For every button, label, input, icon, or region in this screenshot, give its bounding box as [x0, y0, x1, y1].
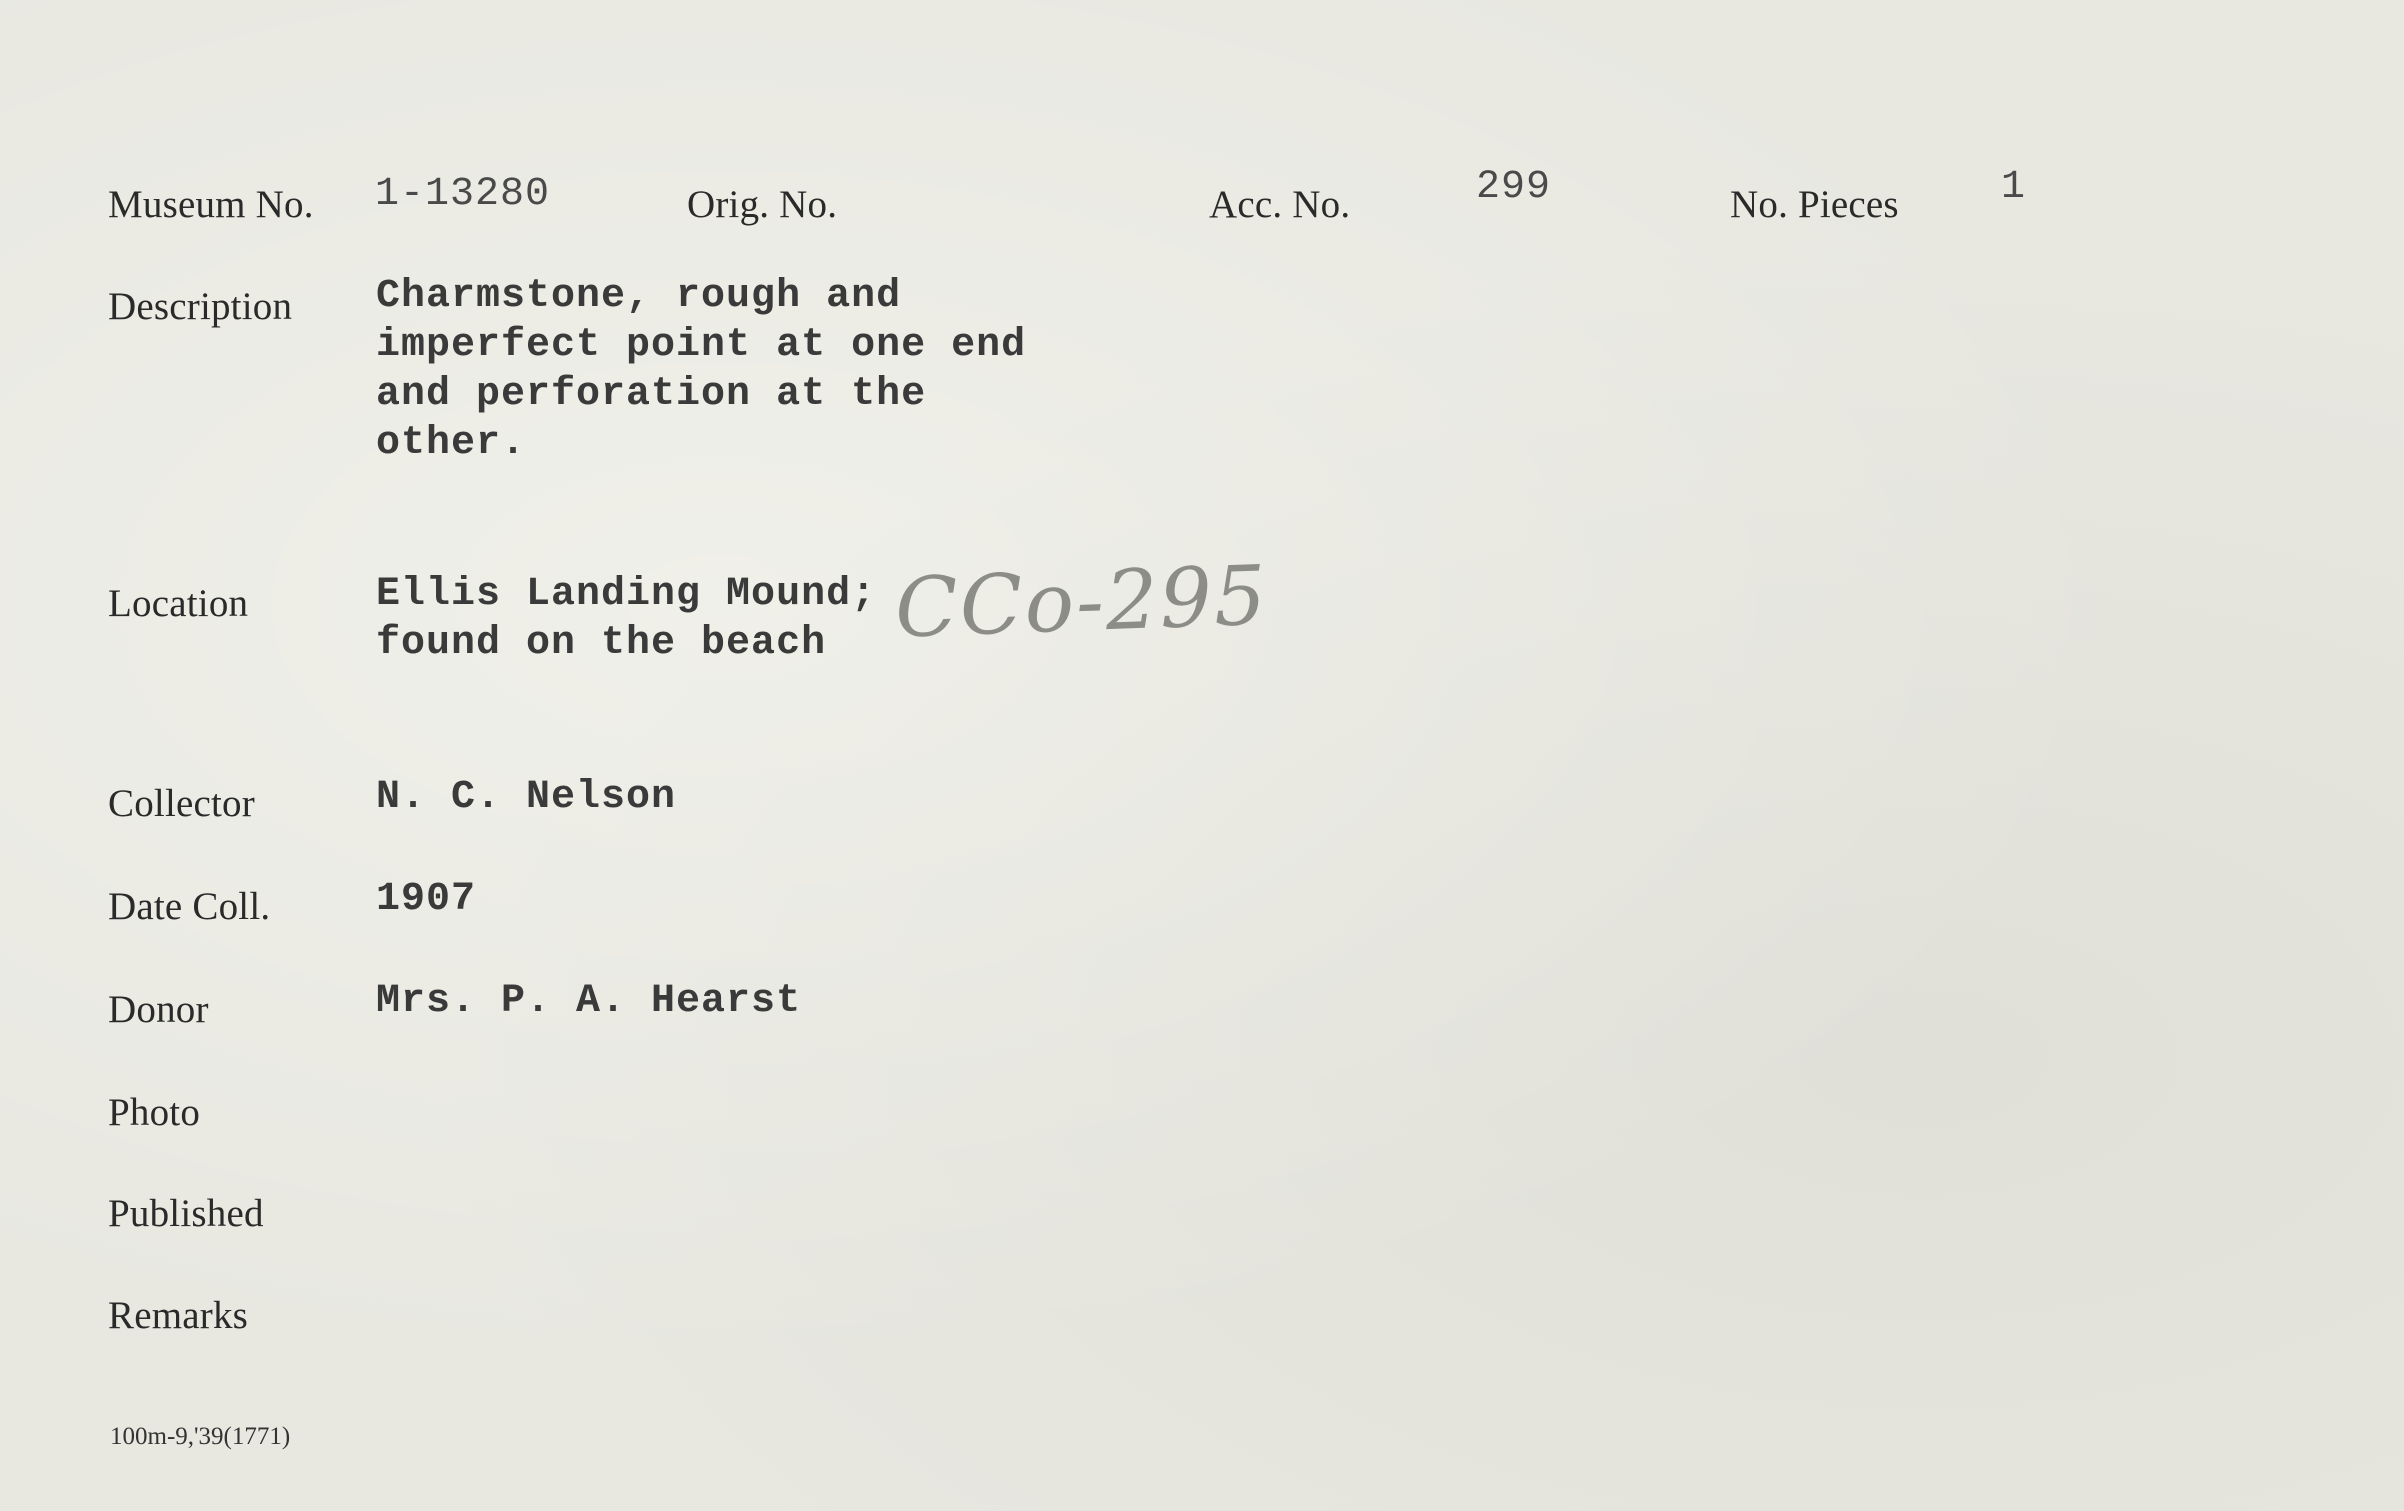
orig-no-label: Orig. No.	[687, 183, 838, 226]
location-value: Ellis Landing Mound; found on the beach	[376, 572, 877, 666]
print-code: 100m-9,'39(1771)	[110, 1423, 291, 1450]
acc-no-label: Acc. No.	[1209, 183, 1351, 226]
collector-value: N. C. Nelson	[376, 775, 677, 820]
acc-no-value: 299	[1476, 165, 1552, 210]
no-pieces-label: No. Pieces	[1730, 183, 1899, 226]
description-label: Description	[108, 285, 293, 328]
museum-no-label: Museum No.	[108, 183, 314, 226]
photo-label: Photo	[108, 1091, 201, 1134]
location-handwritten-note: CCo-295	[893, 548, 1270, 657]
museum-no-value: 1-13280	[375, 172, 551, 217]
date-coll-label: Date Coll.	[108, 885, 271, 928]
no-pieces-value: 1	[2001, 165, 2027, 210]
date-coll-value: 1907	[376, 877, 477, 922]
donor-label: Donor	[108, 988, 209, 1031]
location-label: Location	[108, 582, 249, 625]
collector-label: Collector	[108, 782, 255, 825]
remarks-label: Remarks	[108, 1294, 249, 1337]
donor-value: Mrs. P. A. Hearst	[376, 979, 802, 1024]
published-label: Published	[108, 1192, 264, 1235]
description-value: Charmstone, rough and imperfect point at one end and perforation at the other.	[376, 274, 1027, 466]
